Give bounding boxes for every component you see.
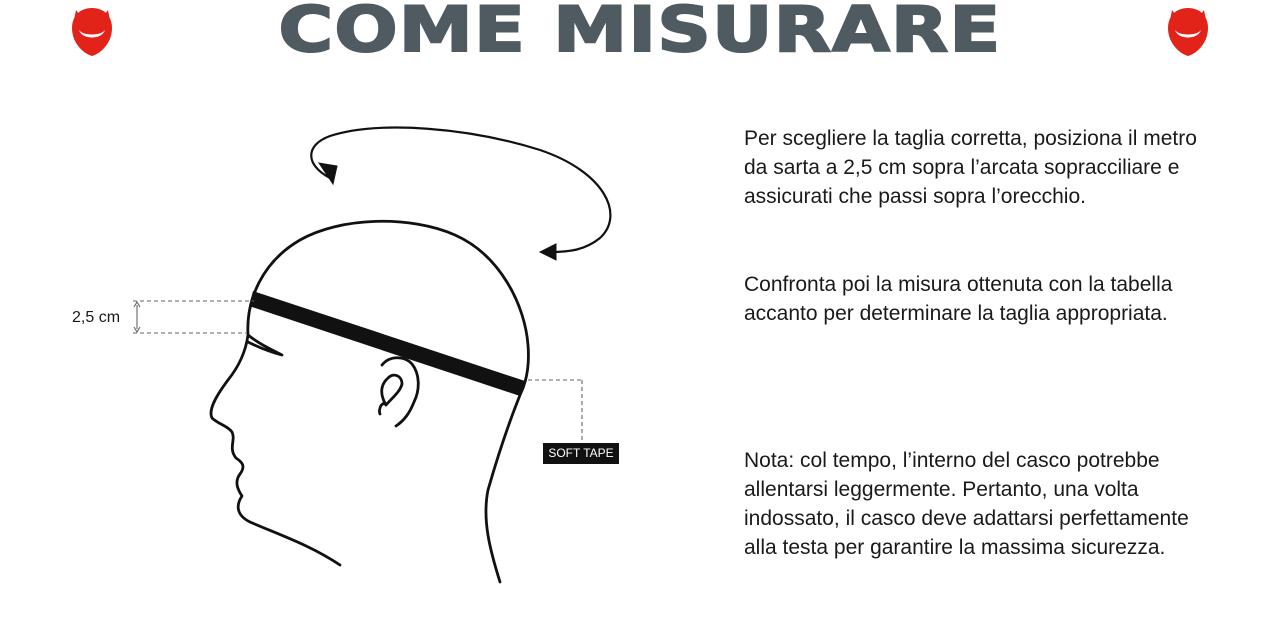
head-profile-icon xyxy=(211,221,528,582)
measure-guide xyxy=(133,301,254,333)
page-title: COME MISURARE xyxy=(278,0,1002,66)
instruction-paragraph-2: Confronta poi la misura ottenuta con la tabella accanto per determinare la taglia appropriata. xyxy=(744,273,1173,325)
soft-tape-label: SOFT TAPE xyxy=(543,443,619,464)
circular-arrow-icon xyxy=(311,128,610,260)
instruction-paragraph-1: Per scegliere la taglia corretta, posiziona il metro da sarta a 2,5 cm sopra l’arcata sopracciliare e assicurati che passi sopra l’orecchio. xyxy=(744,127,1197,208)
tape-callout xyxy=(528,380,582,443)
note-paragraph: Nota: col tempo, l’interno del casco potrebbe allentarsi leggermente. Pertanto, una volta indossato, il casco deve adattarsi perfettamente alla testa per garantire la massima sicurezza. xyxy=(744,449,1189,559)
head-measurement-diagram xyxy=(60,110,660,600)
measure-label: 2,5 cm xyxy=(72,309,121,326)
